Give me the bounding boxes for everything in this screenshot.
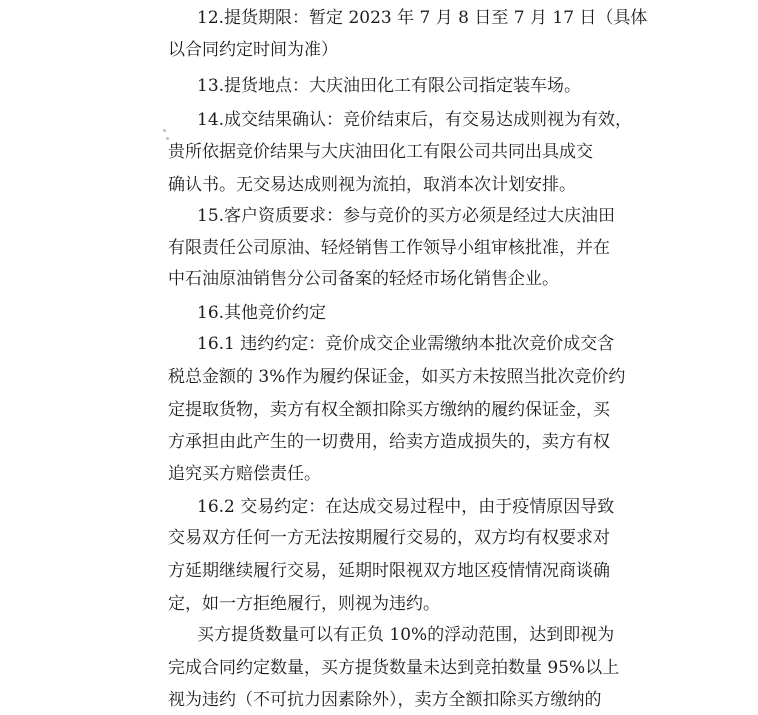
clause-15-line-1: 15.客户资质要求：参与竞价的买方必须是经过大庆油田: [197, 206, 616, 226]
clause-14-line-1: 14.成交结果确认：竞价结束后，有交易达成则视为有效，: [197, 110, 633, 130]
clause-16-heading: 16.其他竞价约定: [197, 303, 327, 323]
clause-16-2-line-2: 交易双方任何一方无法按期履行交易的，双方均有权要求对: [168, 528, 610, 548]
clause-16-1-line-2: 税总金额的 3%作为履约保证金，如买方未按照当批次竞价约: [168, 367, 626, 387]
scan-speck: [166, 137, 169, 140]
clause-16-1-line-1: 16.1 违约约定：竞价成交企业需缴纳本批次竞价成交含: [197, 334, 615, 354]
clause-16-2-line-4: 定，如一方拒绝履行，则视为违约。: [168, 594, 440, 614]
quantity-clause-line-3: 视为违约（不可抗力因素除外），卖方全额扣除买方缴纳的: [168, 690, 602, 710]
clause-16-2-line-3: 方延期继续履行交易，延期时限视双方地区疫情情况商谈确: [168, 561, 610, 581]
clause-13-line-1: 13.提货地点：大庆油田化工有限公司指定装车场。: [197, 76, 582, 96]
clause-15-line-2: 有限责任公司原油、轻烃销售工作领导小组审核批准，并在: [168, 238, 610, 258]
clause-14-line-2: 贵所依据竞价结果与大庆油田化工有限公司共同出具成交: [168, 142, 593, 162]
quantity-clause-line-2: 完成合同约定数量，买方提货数量未达到竞拍数量 95%以上: [168, 658, 620, 678]
scan-speck: [163, 129, 166, 132]
clause-16-1-line-4: 方承担由此产生的一切费用，给卖方造成损失的，卖方有权: [168, 432, 610, 452]
clause-14-line-3: 确认书。无交易达成则视为流拍，取消本次计划安排。: [168, 175, 576, 195]
clause-15-line-3: 中石油原油销售分公司备案的轻烃市场化销售企业。: [168, 269, 559, 289]
quantity-clause-line-1: 买方提货数量可以有正负 10%的浮动范围，达到即视为: [197, 625, 615, 645]
clause-16-2-line-1: 16.2 交易约定：在达成交易过程中，由于疫情原因导致: [197, 497, 615, 517]
clause-12-line-2: 以合同约定时间为准）: [168, 40, 338, 60]
clause-12-line-1: 12.提货期限：暂定 2023 年 7 月 8 日至 7 月 17 日（具体: [197, 8, 648, 28]
clause-16-1-line-5: 追究买方赔偿责任。: [168, 464, 321, 484]
clause-16-1-line-3: 定提取货物，卖方有权全额扣除买方缴纳的履约保证金，买: [168, 400, 610, 420]
